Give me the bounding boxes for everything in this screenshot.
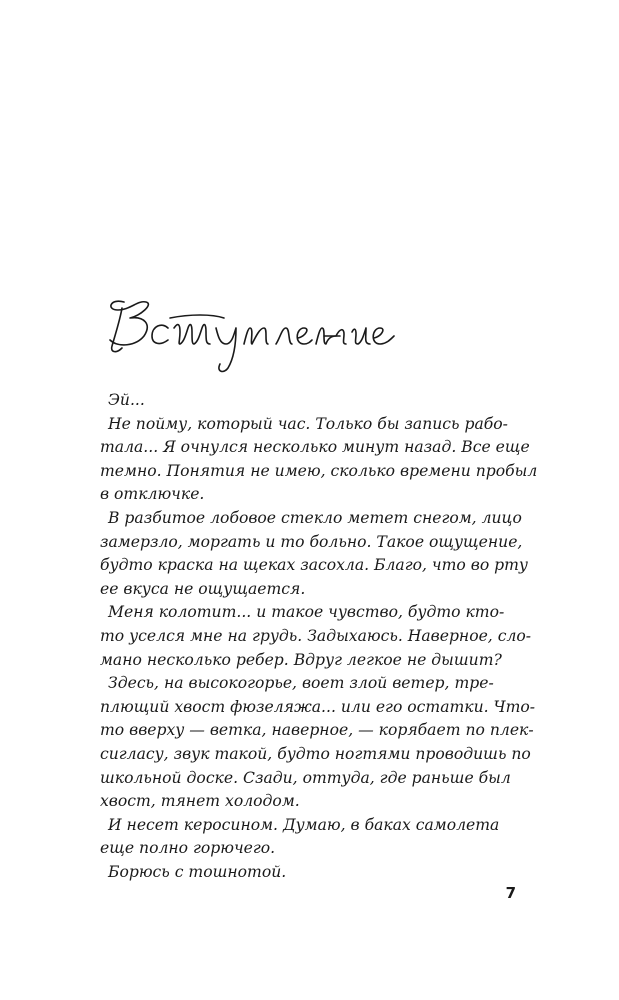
text-line: Не пойму, который час. Только бы запись рабо- [108,414,508,433]
text-line: мано несколько ребер. Вдруг легкое не дышит? [100,650,502,669]
paragraph [100,507,528,601]
text-line: И несет керосином. Думаю, в баках самолета [108,815,500,834]
text-line: Меня колотит... и такое чувство, будто кто- [108,603,505,622]
text-line: в отключке. [100,485,205,504]
text-line: тала... Я очнулся несколько минут назад. Все еще [100,438,530,457]
text-line: то вверху — ветка, наверное, — корябает по плек- [100,721,534,740]
page-number: 7 [505,884,516,902]
text-line: ее вкуса не ощущается. [100,579,306,598]
paragraph [108,389,512,413]
chapter-title-calligraphy [100,288,400,378]
text-line: Эй... [108,391,145,409]
text-line: будто краска на щеках засохла. Благо, что во рту [100,556,528,575]
text-line: Борюсь с тошнотой. [108,862,287,881]
paragraph [100,601,532,672]
text-line: школьной доске. Сзади, оттуда, где раньше был [100,768,511,787]
text-line: темно. Понятия не имею, сколько времени пробыл [100,461,538,480]
chapter-body [100,389,538,884]
text-line: то уселся мне на грудь. Задыхаюсь. Наверное, сло- [100,626,532,645]
text-line: Здесь, на высокогорье, воет злой ветер, тре- [108,674,494,693]
text-line: сигласу, звук такой, будто ногтями проводишь по [100,744,531,763]
paragraph [100,672,536,814]
chapter-title [100,288,400,378]
text-line: замерзло, моргать и то больно. Такое ощущение, [100,532,523,551]
text-line: плющий хвост фюзеляжа... или его остатки. Что- [100,697,536,716]
paragraph [100,814,512,861]
text-line: еще полно горючего. [100,839,276,858]
text-line: В разбитое лобовое стекло метет снегом, лицо [108,508,522,527]
paragraph [108,861,512,885]
text-line: хвост, тянет холодом. [100,792,300,811]
paragraph [100,413,538,507]
